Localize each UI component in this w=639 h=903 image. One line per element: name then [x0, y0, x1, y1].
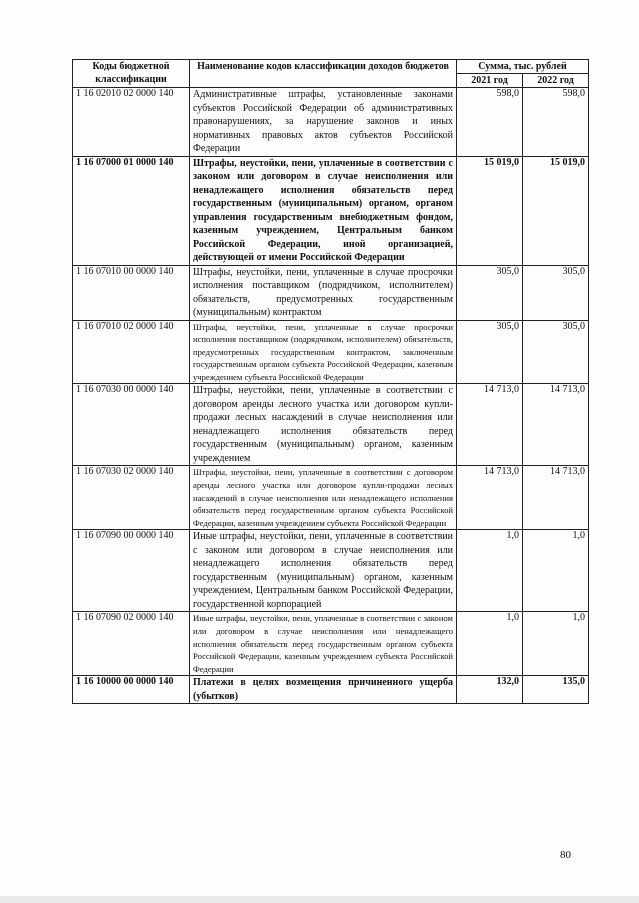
table-row [73, 530, 589, 612]
cell-2021: 598,0 [457, 88, 523, 157]
cell-2021: 14 713,0 [457, 384, 523, 466]
cell-name: Иные штрафы, неустойки, пени, уплаченные в соответствии с законом или договором в случае неисполнения или ненадлежащего исполнения обязательств перед государственным органом субъекта Российской Федерации, казенным учреждением субъекта Российской Федерации [190, 612, 457, 676]
page-number: 80 [560, 849, 571, 861]
table-row [73, 88, 589, 157]
cell-code: 1 16 07010 00 0000 140 [73, 265, 190, 320]
cell-2022: 598,0 [523, 88, 589, 157]
cell-name: Административные штрафы, установленные законами субъектов Российской Федерации об административных правонарушениях, за нарушение законов и иных нормативных правовых актов субъектов Российской Федерации [190, 88, 457, 157]
cell-2022: 1,0 [523, 612, 589, 676]
cell-2021: 15 019,0 [457, 156, 523, 265]
table-row [73, 265, 589, 320]
cell-name: Штрафы, неустойки, пени, уплаченные в соответствии с законом или договором в случае неисполнения или ненадлежащего исполнения обязательств перед государственным (муниципальным) органом, органом управления государственным внебюджетным фондом, казенным учреждением, Центральным банком Российской Федерации, иной организацией, действующей от имени Российской Федерации [190, 156, 457, 265]
header-sum: Сумма, тыс. рублей [457, 60, 589, 74]
table-row [73, 676, 589, 704]
cell-code: 1 16 07030 00 0000 140 [73, 384, 190, 466]
cell-code: 1 16 10000 00 0000 140 [73, 676, 190, 704]
cell-code: 1 16 07090 02 0000 140 [73, 612, 190, 676]
cell-code: 1 16 07010 02 0000 140 [73, 320, 190, 384]
table-row [73, 384, 589, 466]
cell-2021: 14 713,0 [457, 466, 523, 530]
cell-name: Иные штрафы, неустойки, пени, уплаченные в соответствии с законом или договором в случае неисполнения или ненадлежащего исполнения обязательств перед государственным (муниципальным) органом, казенным учреждением, Центральным банком Российской Федерации, государственной корпорацией [190, 530, 457, 612]
header-code: Коды бюджетной классификации [73, 60, 190, 88]
header-name: Наименование кодов классификации доходов бюджетов [190, 60, 457, 88]
table-header-row [73, 60, 589, 74]
cell-2021: 305,0 [457, 320, 523, 384]
cell-name: Штрафы, неустойки, пени, уплаченные в соответствии с договором аренды лесного участка или договором купли-продажи лесных насаждений в случае неисполнения или ненадлежащего исполнения обязательств перед государственным (муниципальным) органом, казенным учреждением [190, 384, 457, 466]
cell-2021: 132,0 [457, 676, 523, 704]
cell-name: Штрафы, неустойки, пени, уплаченные в случае просрочки исполнения поставщиком (подрядчиком, исполнителем) обязательств, предусмотренных государственным контрактом, заключенным государственным органом субъекта Российской Федерации, казенным учреждением субъекта Российской Федерации [190, 320, 457, 384]
cell-2022: 14 713,0 [523, 466, 589, 530]
cell-code: 1 16 02010 02 0000 140 [73, 88, 190, 157]
cell-2021: 305,0 [457, 265, 523, 320]
cell-name: Штрафы, неустойки, пени, уплаченные в соответствии с договором аренды лесного участка или договором купли-продажи лесных насаждений в случае неисполнения или ненадлежащего исполнения обязательств перед государственным органом субъекта Российской Федерации, казенным учреждением субъекта Российской Федерации [190, 466, 457, 530]
cell-name: Платежи в целях возмещения причиненного ущерба (убытков) [190, 676, 457, 704]
cell-2022: 135,0 [523, 676, 589, 704]
cell-2022: 14 713,0 [523, 384, 589, 466]
cell-2022: 305,0 [523, 320, 589, 384]
header-year-2022: 2022 год [523, 74, 589, 88]
header-year-2021: 2021 год [457, 74, 523, 88]
cell-2022: 305,0 [523, 265, 589, 320]
cell-name: Штрафы, неустойки, пени, уплаченные в случае просрочки исполнения поставщиком (подрядчиком, исполнителем) обязательств, предусмотренных государственным (муниципальным) контрактом [190, 265, 457, 320]
table-row [73, 156, 589, 265]
cell-code: 1 16 07090 00 0000 140 [73, 530, 190, 612]
table-row [73, 612, 589, 676]
cell-code: 1 16 07000 01 0000 140 [73, 156, 190, 265]
budget-income-table [72, 59, 589, 704]
cell-2021: 1,0 [457, 530, 523, 612]
cell-2022: 1,0 [523, 530, 589, 612]
cell-code: 1 16 07030 02 0000 140 [73, 466, 190, 530]
table-row [73, 320, 589, 384]
scan-edge [0, 896, 639, 903]
table-row [73, 466, 589, 530]
cell-2021: 1,0 [457, 612, 523, 676]
cell-2022: 15 019,0 [523, 156, 589, 265]
